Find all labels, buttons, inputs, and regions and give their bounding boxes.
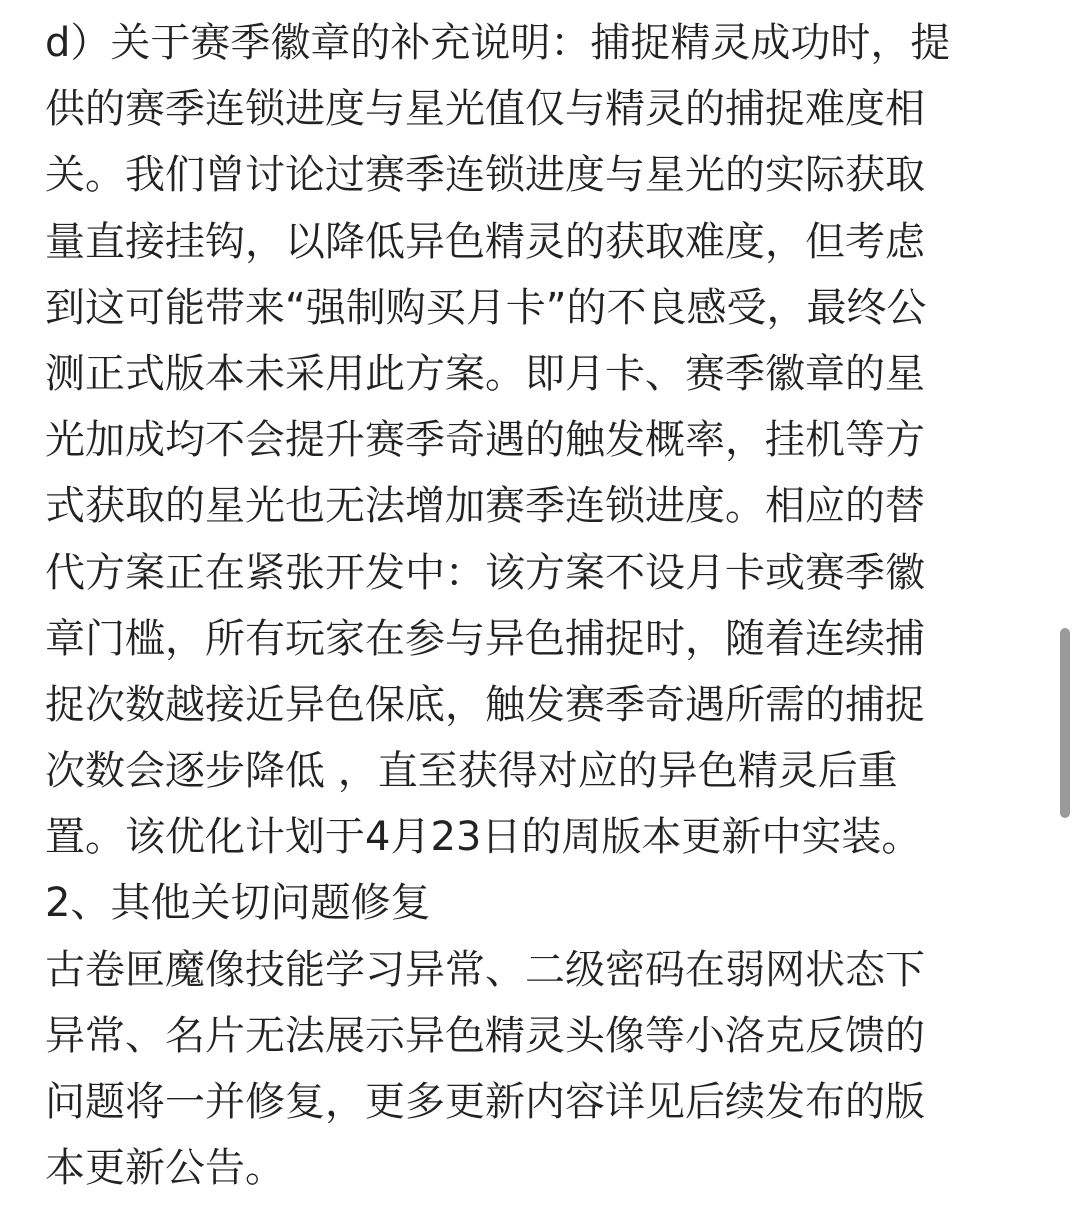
section-heading: 2、其他关切问题修复 xyxy=(45,880,431,927)
text-line: 本更新公告。 xyxy=(45,1145,285,1192)
text-line: 关。我们曾讨论过赛季连锁进度与星光的实际获取 xyxy=(45,152,925,199)
text-line: 捉次数越接近异色保底，触发赛季奇遇所需的捕捉 xyxy=(45,681,925,728)
text-line: 章门槛，所有玩家在参与异色捕捉时，随着连续捕 xyxy=(45,615,925,662)
text-line: 量直接挂钩，以降低异色精灵的获取难度，但考虑 xyxy=(45,218,925,265)
text-line: 问题将一并修复，更多更新内容详见后续发布的版 xyxy=(45,1079,925,1125)
article-body xyxy=(45,10,1035,1201)
text-line: 异常、名片无法展示异色精灵头像等小洛克反馈的 xyxy=(45,1012,925,1059)
scrollbar-thumb[interactable] xyxy=(1060,628,1070,818)
text-line: 到这可能带来“强制购买月卡”的不良感受，最终公 xyxy=(45,284,927,331)
text-line: 供的赛季连锁进度与星光值仅与精灵的捕捉难度相 xyxy=(45,86,925,133)
text-line: 次数会逐步降低 ，直至获得对应的异色精灵后重 xyxy=(45,748,898,795)
text-line: 代方案正在紧张开发中：该方案不设月卡或赛季徽 xyxy=(45,549,925,596)
text-line: 光加成均不会提升赛季奇遇的触发概率，挂机等方 xyxy=(45,417,925,464)
text-line: 置。该优化计划于4月23日的周版本更新中实装。 xyxy=(45,814,922,861)
text-line: d）关于赛季徽章的补充说明：捕捉精灵成功时，提 xyxy=(45,20,951,66)
text-line: 古卷匣魔像技能学习异常、二级密码在弱网状态下 xyxy=(45,946,925,993)
text-line: 测正式版本未采用此方案。即月卡、赛季徽章的星 xyxy=(45,350,925,397)
text-line: 式获取的星光也无法增加赛季连锁进度。相应的替 xyxy=(45,483,925,530)
